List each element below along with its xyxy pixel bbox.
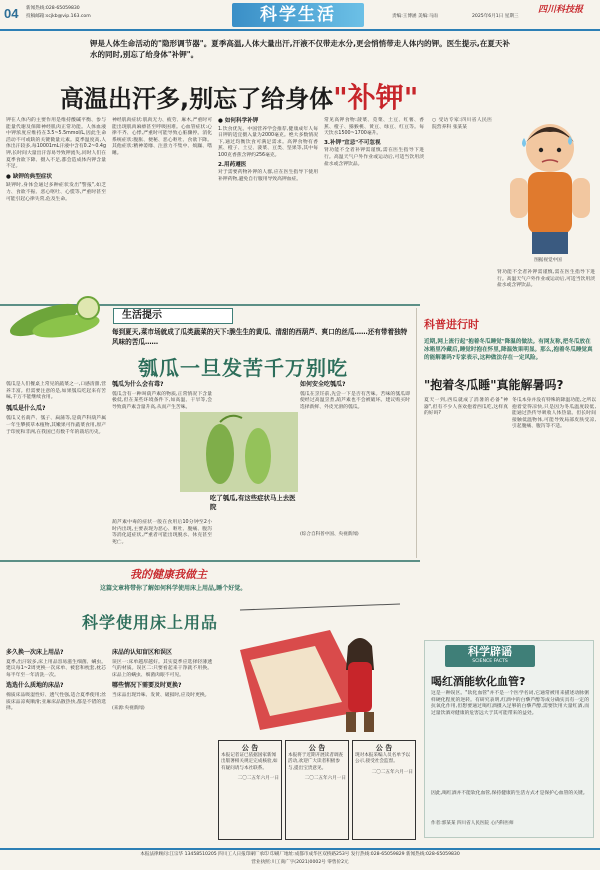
lead-col4-text2: 肾功能不全者补钾需谨慎,需在医生指导下进行。高温天气户外作业或运动后,可适当饮用淡盐水或含钾饮品。 (324, 148, 424, 167)
bed-col2 (112, 650, 212, 712)
lead-col2: 神经肌肉症状:肌肉无力、疲劳、麻木,严重时可能出现肌肉麻痹甚至呼吸困难。心血管症状:心律不齐、心悸,严重时可能导致心脏骤停。消化系统症状:腹胀、便秘、恶心呕吐、食欲下降。其他症状:精神萎靡、注意力不集中、烦躁、嗜睡。 (112, 118, 212, 156)
lead-col1 (6, 118, 106, 203)
gourd-photo (180, 412, 298, 492)
email-label: 投稿邮箱:scjkb@vip.163.com (26, 14, 91, 19)
bed-q1: 多久换一次床上用品? (6, 649, 64, 656)
gourd-headline: 瓠瓜一旦发苦千万别吃 (138, 356, 348, 380)
bed-col2-text2: 当床品出现异味、发黄、破损时,应及时更换。 (112, 692, 210, 698)
lead-col3-text2: 对于需要药物补钾的人群,应在医生指导下使用补钾药物,避免自行服用导致高钾血症。 (218, 170, 318, 182)
bed-q4: 哪些情况下需要及时更换? (112, 682, 182, 690)
lead-col1-text: 钾在人体内的主要作用是维持酸碱平衡、参与能量代谢及保障神经肌肉正常功能。人体血液中钾浓度应维持在3.5~5.5mmol/L,因此生命活动不可或缺的关键微量元素。夏季温度高,人体出汗较多,每10001mL汗液中含有0.2~0.4g钾,长时间大量出汗容易导致钾流失,同时人们在夏季食欲下降、摄入不足,都会造成体内钾含量不足。 (6, 118, 106, 170)
notice-2-date: 二〇二五年六月一日 (304, 776, 346, 782)
side-note: 肾功能不全者补钾需谨慎,需在医生指导下进行。高温天气户外作业或运动后,可适当饮用淡盐水或含钾饮品。 (497, 270, 595, 289)
pants-shape (532, 232, 568, 254)
rumor-label: 科学辟谣 (468, 645, 512, 658)
tip-col2: 冬瓜本身并没有特殊的降温功能,之所以抱着觉得凉快,只是因为冬瓜温度较低,能通过热传导吸收人体热量。但长时间接触低温物体,可能导致局部皮肤受凉,引起腹痛、腹泻等不适。 (512, 398, 596, 430)
lead-headline-main: 高温出汗多,别忘了给身体 (60, 85, 334, 113)
lead-col3-subhead: ● 如何科学补钾 (218, 118, 259, 124)
notice-3-date: 二〇二五年六月一日 (371, 769, 413, 775)
clothesline (240, 604, 400, 610)
rumor-panel (424, 640, 594, 838)
footer-text2: 营业执照:川工商广字(2021)0002号 零售价2元 (251, 860, 349, 865)
notice-1-date: 二〇二五年六月一日 (237, 776, 279, 782)
left-eye (539, 148, 543, 152)
shirt-shape (528, 172, 572, 234)
notice-2-title: 公 告 (308, 744, 326, 752)
bed-q3: 床品的认知盲区和误区 (112, 649, 173, 656)
notice-3-text: 现对本报采编人员名单予以公示,接受社会监督。 (355, 753, 411, 765)
lead-intro: 钾是人体生命活动的"隐形调节器"。夏季高温,人体大量出汗,汗液不仅带走水分,更会悄悄带走人体内的钾。医生提示,在夏天补水的同时,别忘了给身体"补钾"。 (90, 39, 510, 59)
gourd-q1: 瓠瓜是什么瓜? (6, 404, 46, 412)
lead-col1-text2: 缺钾时,身体会通过多种症状发出"警报",如乏力、食欲不振、恶心呕吐、心慌等,严重时甚至可能引起心律失常,危及生命。 (6, 183, 106, 202)
bed-col1-text: 夏季,出汗较多,床上用品容易滋生细菌、螨虫。建议每1~2周更换一次床单、被套和枕套,枕芯每半年至一年清洗一次。 (6, 659, 106, 678)
gourd-kicker-badge (113, 308, 233, 324)
cucumber-illustration (4, 280, 108, 346)
section-title: 科学生活 (260, 5, 336, 25)
left-arm (510, 178, 528, 218)
right-arm (572, 178, 590, 218)
lead-col3 (218, 118, 318, 183)
rumor-headline: 喝红酒能软化血管? (431, 675, 526, 688)
cucumber-slice (77, 297, 99, 319)
notice-2 (285, 740, 349, 840)
gourd-q2: 瓠瓜为什么会有毒? (112, 381, 164, 388)
lead-col1-subhead: ● 缺钾的典型症状 (6, 173, 52, 180)
sweat-drop-icon-2 (522, 138, 526, 147)
woman-with-bedding-illustration (220, 590, 410, 740)
footer-divider (0, 848, 600, 850)
tip-kicker-box (424, 316, 594, 336)
header-divider (0, 29, 600, 31)
notice-1-text: 本报记者证已依据国家新闻出版署相关规定完成核验,如有疑问请与本社联系。 (221, 753, 278, 771)
gourd-kicker: 生活提示 (122, 310, 162, 321)
lead-col4-text: 常见高钾食物:菠菜、苋菜、土豆、红薯、香蕉、橙子、猕猴桃、黄豆、绿豆、红豆等。每天饮水1500~1700毫升。 (324, 118, 424, 137)
gourd-q3: 如何安全吃瓠瓜? (300, 381, 346, 388)
section-title-badge (232, 3, 364, 27)
editor-label: 责编:王博涵 美编:马雨 (392, 14, 438, 19)
gourd-col4 (300, 382, 410, 411)
gourd-caption: (综合自科普中国、央视新闻) (300, 532, 359, 537)
gourd-col3: 葫芦素中毒的症状一般在食用后10分钟至2小时内出现,主要表现为恶心、呕吐、腹痛、腹泻等消化道症状,严重者可能出现脱水、休克甚至死亡。 (112, 520, 212, 545)
gourd-col1-text: 瓠瓜是人们餐桌上常见的蔬菜之一,口感清甜,营养丰富。但需要注意的是,如果瓠瓜吃起来有苦味,千万不能继续食用。 (6, 382, 106, 401)
gourd-photo-bg (180, 412, 298, 492)
bed-headline: 科学使用床上用品 (81, 613, 218, 632)
bed-col2-text: 误区一:床单越厚越好。其实夏季应选择轻薄透气的材质。误区二:只要看起来干净就不用换。床品上的螨虫、细菌肉眼不可见。 (112, 659, 212, 678)
lead-col4-subhead: 3.补钾"宜忌"不可忽视 (324, 139, 381, 146)
lead-headline (60, 76, 500, 116)
hotline-label: 新闻热线:028-65059830 (26, 6, 80, 11)
lead-col4 (324, 118, 424, 168)
tip-text: 近期,网上流行起"抱着冬瓜睡觉"降温的做法。有网友称,把冬瓜放在冰箱里冷藏后,睡觉时抱在怀里,降温效果明显。那么,抱着冬瓜睡觉真的能解暑吗?专家表示,这种做法存在一定风险。 (424, 339, 593, 361)
gourd-col1-text2: 瓠瓜又名葫芦、瓠子、扁蒲等,是葫芦科葫芦属一年生攀援草本植物,其嫩果可作蔬菜食用,原产于印度和非洲,在我国已有数千年的栽培历史。 (6, 416, 106, 435)
tip-col1: 夏天一到,西瓜就成了消暑的必备"神器",但有不少人喜欢抱着西瓜吃,这样真的好吗? (424, 398, 508, 417)
gourd-shape-1 (206, 424, 234, 484)
sweating-man-illustration (500, 108, 596, 258)
right-eye (557, 148, 561, 152)
stool-leg-2 (364, 712, 374, 732)
page-number: 04 (4, 6, 19, 21)
lead-col3-subhead2: 2.用药遵医 (218, 161, 247, 168)
gourd-divider (0, 560, 420, 562)
tip-headline: "抱着冬瓜睡"真能解暑吗? (424, 378, 564, 392)
bed-col1-text2: 棉质床品吸湿性好、透气性强,适合夏季使用;丝质床品凉爽顺滑;亚麻床品散热快,都是不错的选择。 (6, 692, 106, 712)
notice-3-title: 公 告 (375, 744, 393, 752)
rumor-label-en: SCIENCE FACTS (472, 659, 508, 664)
footer-text: 本报法律顾问:江宗华 13458510205 四川工人日报印刷厂承印 印刷厂地址:成都市成华区双桥路253号 发行热线:028-65059829 新闻热线:028-65059830 (140, 852, 460, 857)
bed-kicker: 我的健康我做主 (130, 568, 207, 581)
doctor-caption: 图据视觉中国 (534, 258, 562, 263)
bed-caption: (来源:央视新闻) (112, 705, 145, 711)
rumor-text2: 因此,喝红酒并不能软化血管,保持健康的生活方式才是保护心血管的关键。 (431, 791, 588, 796)
notice-1-title: 公 告 (241, 744, 259, 752)
notice-2-text: 本报将于近期开展读者调查活动,欢迎广大读者积极参与,提出宝贵意见。 (288, 753, 344, 771)
woman-dress (348, 662, 372, 712)
paper-name: 四川科技报 (538, 5, 584, 15)
page-header (0, 0, 600, 30)
gourd-col2 (112, 382, 212, 411)
notice-1 (218, 740, 282, 840)
gourd-photo-caption: 吃了瓠瓜,有这些症状马上去医院 (210, 494, 296, 511)
lead-caption: ○ 受访专家:四川省人民医院营养科 张某某 (432, 118, 492, 130)
rumor-source: 作者:郭某某 四川省人民医院 心内科医师 (431, 821, 514, 826)
gourd-shape-2 (245, 428, 271, 484)
gourd-col4-text: 瓠瓜在烹饪前,先尝一下是否有苦味。苦味的瓠瓜即使经过高温烹煮,葫芦素也不会被破坏。建议购买时选择新鲜、外皮光滑的瓠瓜。 (300, 391, 410, 410)
lead-headline-accent: "补钾" (333, 81, 419, 114)
rumor-label-badge (445, 645, 535, 667)
gourd-intro: 每到夏天,菜市场就成了瓜类蔬菜的天下:脆生生的黄瓜、清甜的西葫芦、爽口的丝瓜……还有带着独特风味的苦瓜…… (112, 328, 408, 346)
gourd-col1 (6, 382, 106, 436)
date-label: 2025年6月1日 星期三 (472, 14, 519, 19)
tip-kicker-label: 科普进行时 (424, 318, 479, 331)
rumor-text: 这是一种误区。"软化血管"并不是一个医学名词,它通常被用来描述动脉粥样硬化程度的逆转。有研究表明,红酒中的白藜芦醇等成分确实具有一定的抗氧化作用,但想要通过喝红酒摄入足够的白藜芦醇,需要饮用大量红酒,而过量饮酒对健康的危害远大于其可能带来的益处。 (431, 691, 589, 716)
bed-q2: 选选什么质地的床品? (6, 682, 64, 690)
gourd-col2-text: 瓠瓜含有一种叫葫芦素的物质,正常情况下含量极低,但在某些环境条件下,如高温、干旱等,会导致葫芦素含量升高,从而产生苦味。 (112, 391, 212, 410)
bed-intro: 这篇文章将带你了解如何科学使用床上用品,睡个好觉。 (100, 585, 247, 592)
notice-3 (352, 740, 416, 840)
bed-col1 (6, 650, 106, 713)
lead-col3-text: 1.饮食优先。中国营养学会推荐,健康成年人每日钾的适宜摄入量为2000毫克。绝大多数情况下,通过均衡饮食可满足需求。高钾食物有香蕉、橙子、土豆、菠菜、豆类、坚果等,其中每100克香蕉含钾约256毫克。 (218, 126, 318, 158)
right-column-divider (416, 308, 417, 558)
stool-leg-1 (346, 712, 356, 732)
